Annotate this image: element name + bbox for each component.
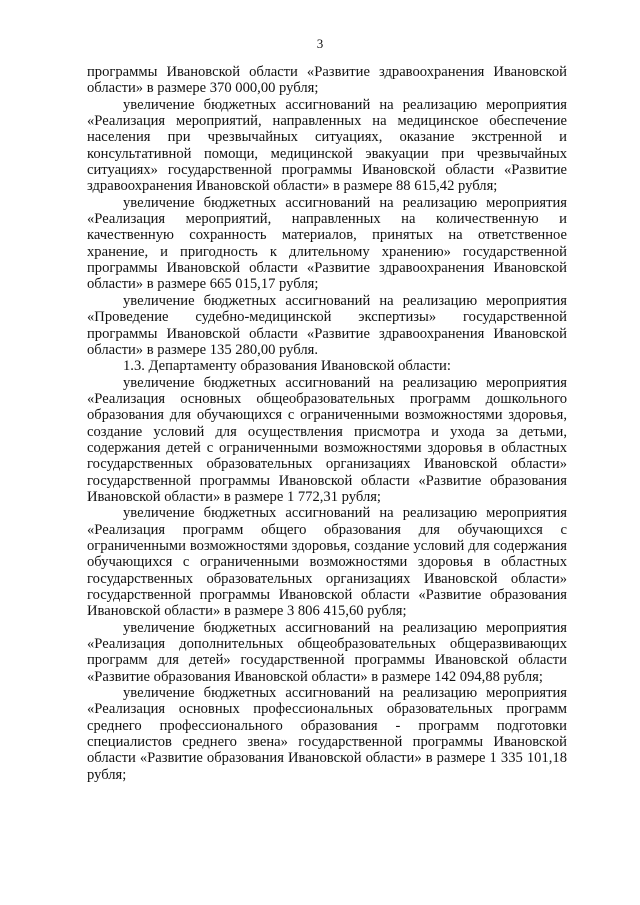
paragraph-continuation: программы Ивановской области «Развитие здравоохранения Ивановской области» в размере 370 000,00 рубля; bbox=[87, 64, 567, 97]
paragraph-medical-emergency: увеличение бюджетных ассигнований на реализацию мероприятия «Реализация мероприятий, направленных на медицинское обеспечение населения при чрезвычайных ситуациях, оказание экстренной и консультативной помощи, медицинской эвакуации при чрезвычайных ситуациях» государственной программы Ивановской области «Развитие здравоохранения Ивановской области» в размере 88 615,42 рубля; bbox=[87, 96, 567, 195]
paragraph-additional-education: увеличение бюджетных ассигнований на реализацию мероприятия «Реализация дополнительных общеобразовательных общеразвивающих программ для детей» государственной программы Ивановской области «Развитие образования Ивановской области» в размере 142 094,88 рубля; bbox=[87, 619, 567, 685]
paragraph-general-education: увеличение бюджетных ассигнований на реализацию мероприятия «Реализация программ общего образования для обучающихся с ограниченными возможностями здоровья, создание условий для содержания обучающихся с ограниченными возможностями здоровья в областных государственных образовательных организациях Ивановской области» государственной программы Ивановской области «Развитие образования Ивановской области» в размере 3 806 415,60 рубля; bbox=[87, 505, 567, 620]
paragraph-forensic-expertise: увеличение бюджетных ассигнований на реализацию мероприятия «Проведение судебно-медицинской экспертизы» государственной программы Ивановской области «Развитие здравоохранения Ивановской области» в размере 135 280,00 рубля. bbox=[87, 292, 567, 358]
page-number: 3 bbox=[316, 36, 324, 51]
paragraph-materials-storage: увеличение бюджетных ассигнований на реализацию мероприятия «Реализация мероприятий, направленных на количественную и качественную сохранность материалов, принятых на ответственное хранение, и пригодность к длительному хранению» государственной программы Ивановской области «Развитие здравоохранения Ивановской области» в размере 665 015,17 рубля; bbox=[87, 194, 567, 293]
paragraph-professional-education: увеличение бюджетных ассигнований на реализацию мероприятия «Реализация основных профессиональных образовательных программ среднего профессионального образования - программ подготовки специалистов среднего звена» государственной программы Ивановской области «Развитие образования Ивановской области» в размере 1 335 101,18 рубля; bbox=[87, 685, 567, 783]
paragraph-preschool-education: увеличение бюджетных ассигнований на реализацию мероприятия «Реализация основных общеобразовательных программ дошкольного образования для обучающихся с ограниченными возможностями здоровья, создание условий для осуществления присмотра и ухода за детьми, содержания детей с ограниченными возможностями здоровья в областных государственных образовательных организациях Ивановской области» государственной программы Ивановской области «Развитие образования Ивановской области» в размере 1 772,31 рубля; bbox=[87, 374, 567, 505]
section-heading-education-department: 1.3. Департаменту образования Ивановской области: bbox=[123, 358, 451, 375]
document-body bbox=[87, 64, 567, 783]
